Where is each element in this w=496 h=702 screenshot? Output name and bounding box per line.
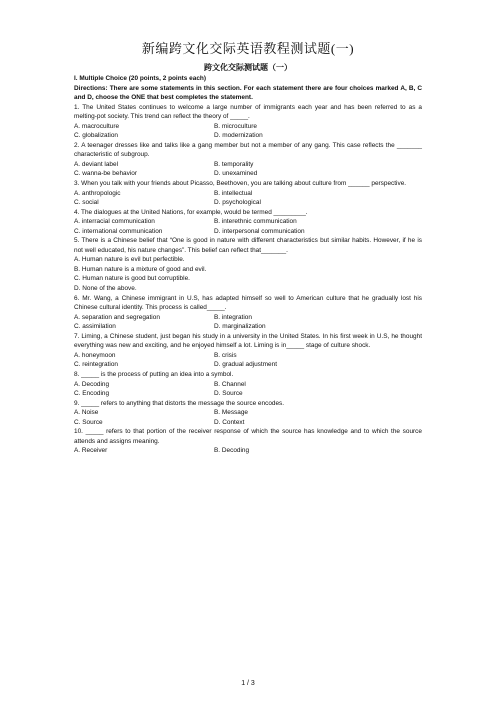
answer-option: B. intellectual xyxy=(214,189,253,197)
question-text: 1. The United States continues to welcome a large number of immigrants each year and has been referred to as a melting-pot society. This trend can reflect the theory of _____. xyxy=(74,103,422,121)
option-row xyxy=(74,189,422,199)
answer-option: A. deviant label xyxy=(74,160,119,168)
answer-option: D. Source xyxy=(214,390,243,398)
option-row xyxy=(74,322,422,332)
answer-option: B. Message xyxy=(214,409,248,417)
option-row xyxy=(74,217,422,227)
question-text: 5. There is a Chinese belief that “One is good in nature with different characteristics but similar habits. However, if he is not well educated, his nature changes”. This belief can reflect that_______. xyxy=(74,237,422,254)
answer-option: C. social xyxy=(74,199,99,207)
answer-option: B. Human nature is a mixture of good and evil. xyxy=(74,265,207,273)
option-row xyxy=(74,313,422,323)
answer-option: A. anthropologic xyxy=(74,189,121,197)
answer-option: B. microculture xyxy=(214,122,257,130)
answer-option: C. globalization xyxy=(74,132,119,140)
answer-option: B. temporality xyxy=(214,160,254,168)
question-text: 8. _____ is the process of putting an idea into a symbol. xyxy=(74,370,234,378)
question-text: 10. _____ refers to that portion of the receiver response of which the source has knowledge and to which the source attends and assigns meaning. xyxy=(74,428,422,445)
option-row xyxy=(74,380,422,390)
option-row xyxy=(74,389,422,399)
question-item xyxy=(74,208,422,237)
answer-option: B. integration xyxy=(214,313,252,321)
section-heading: I. Multiple Choice (20 points, 2 points each) xyxy=(74,75,206,82)
answer-option: A. interracial communication xyxy=(74,218,155,226)
option-row xyxy=(74,169,422,179)
question-list xyxy=(74,103,422,456)
option-row xyxy=(74,351,422,361)
answer-option: D. gradual adjustment xyxy=(214,361,277,369)
question-item xyxy=(74,294,422,332)
option-row xyxy=(74,408,422,418)
answer-option: B. interethnic communication xyxy=(214,218,297,226)
answer-option: C. Human nature is good but corruptible. xyxy=(74,275,190,283)
answer-option: A. separation and segregation xyxy=(74,313,160,321)
answer-option: C. wanna-be behavior xyxy=(74,170,137,178)
answer-option: A. Receiver xyxy=(74,447,108,455)
question-item xyxy=(74,370,422,399)
answer-option: C. assimilation xyxy=(74,323,116,331)
answer-option: D. unexamined xyxy=(214,170,258,178)
question-item xyxy=(74,332,422,370)
answer-option: A. Noise xyxy=(74,409,99,417)
question-item xyxy=(74,399,422,428)
answer-option: A. Decoding xyxy=(74,380,110,388)
answer-option: D. modernization xyxy=(214,132,263,140)
option-row xyxy=(74,198,422,208)
answer-option: A. macroculture xyxy=(74,122,120,130)
test-subtitle: 跨文化交际测试题（一） xyxy=(204,63,292,72)
option-row xyxy=(74,160,422,170)
answer-option: D. psychological xyxy=(214,199,261,207)
answer-option: B. Decoding xyxy=(214,447,250,455)
answer-option: D. Context xyxy=(214,418,245,426)
question-text: 9. _____ refers to anything that distorts the message the source encodes. xyxy=(74,399,285,407)
question-item xyxy=(74,103,422,141)
question-text: 2. A teenager dresses like and talks like a gang member but not a member of any gang. This case reflects the _______ characteristic of subgroup. xyxy=(74,141,422,159)
question-item xyxy=(74,427,422,456)
question-text: 6. Mr. Wang, a Chinese immigrant in U.S, has adapted himself so well to American culture that he gradually lost his Chinese cultural identity. This process is called_____. xyxy=(74,294,422,312)
answer-option: C. Source xyxy=(74,418,103,426)
question-text: 4. The dialogues at the United Nations, for example, would be termed _________. xyxy=(74,208,308,216)
answer-option: A. Human nature is evil but perfectible. xyxy=(74,256,185,264)
page-number: 1 / 3 xyxy=(241,680,255,687)
option-row xyxy=(74,131,422,141)
option-row xyxy=(74,418,422,428)
document-title: 新编跨文化交际英语教程测试题(一) xyxy=(141,41,355,56)
answer-option: D. interpersonal communication xyxy=(214,227,305,235)
answer-option: D. None of the above. xyxy=(74,285,137,293)
answer-option: C. international communication xyxy=(74,227,163,235)
question-text: 7. Liming, a Chinese student, just began his study in a university in the United States. In his first week in U.S, he thought everything was new and exciting, and he enjoyed himself a lot. Liming is in_____ stage of culture shock. xyxy=(74,332,422,350)
option-row xyxy=(74,227,422,237)
answer-option: A. honeymoon xyxy=(74,351,116,359)
question-text: 3. When you talk with your friends about Picasso, Beethoven, you are talking about culture from ______ perspective. xyxy=(74,180,407,188)
answer-option: C. reintegration xyxy=(74,361,119,369)
document-body xyxy=(74,74,422,456)
question-item xyxy=(74,236,422,293)
question-item xyxy=(74,179,422,208)
option-row xyxy=(74,446,422,456)
answer-option: C. Encoding xyxy=(74,390,110,398)
question-item xyxy=(74,141,422,179)
answer-option: B. crisis xyxy=(214,351,237,359)
directions-text: Directions: There are some statements in this section. For each statement there are four choices marked A, B, C and D, choose the ONE that best completes the statement. xyxy=(74,84,422,102)
answer-option: D. marginalization xyxy=(214,323,266,331)
option-row xyxy=(74,360,422,370)
answer-option: B. Channel xyxy=(214,380,246,388)
option-row xyxy=(74,122,422,132)
